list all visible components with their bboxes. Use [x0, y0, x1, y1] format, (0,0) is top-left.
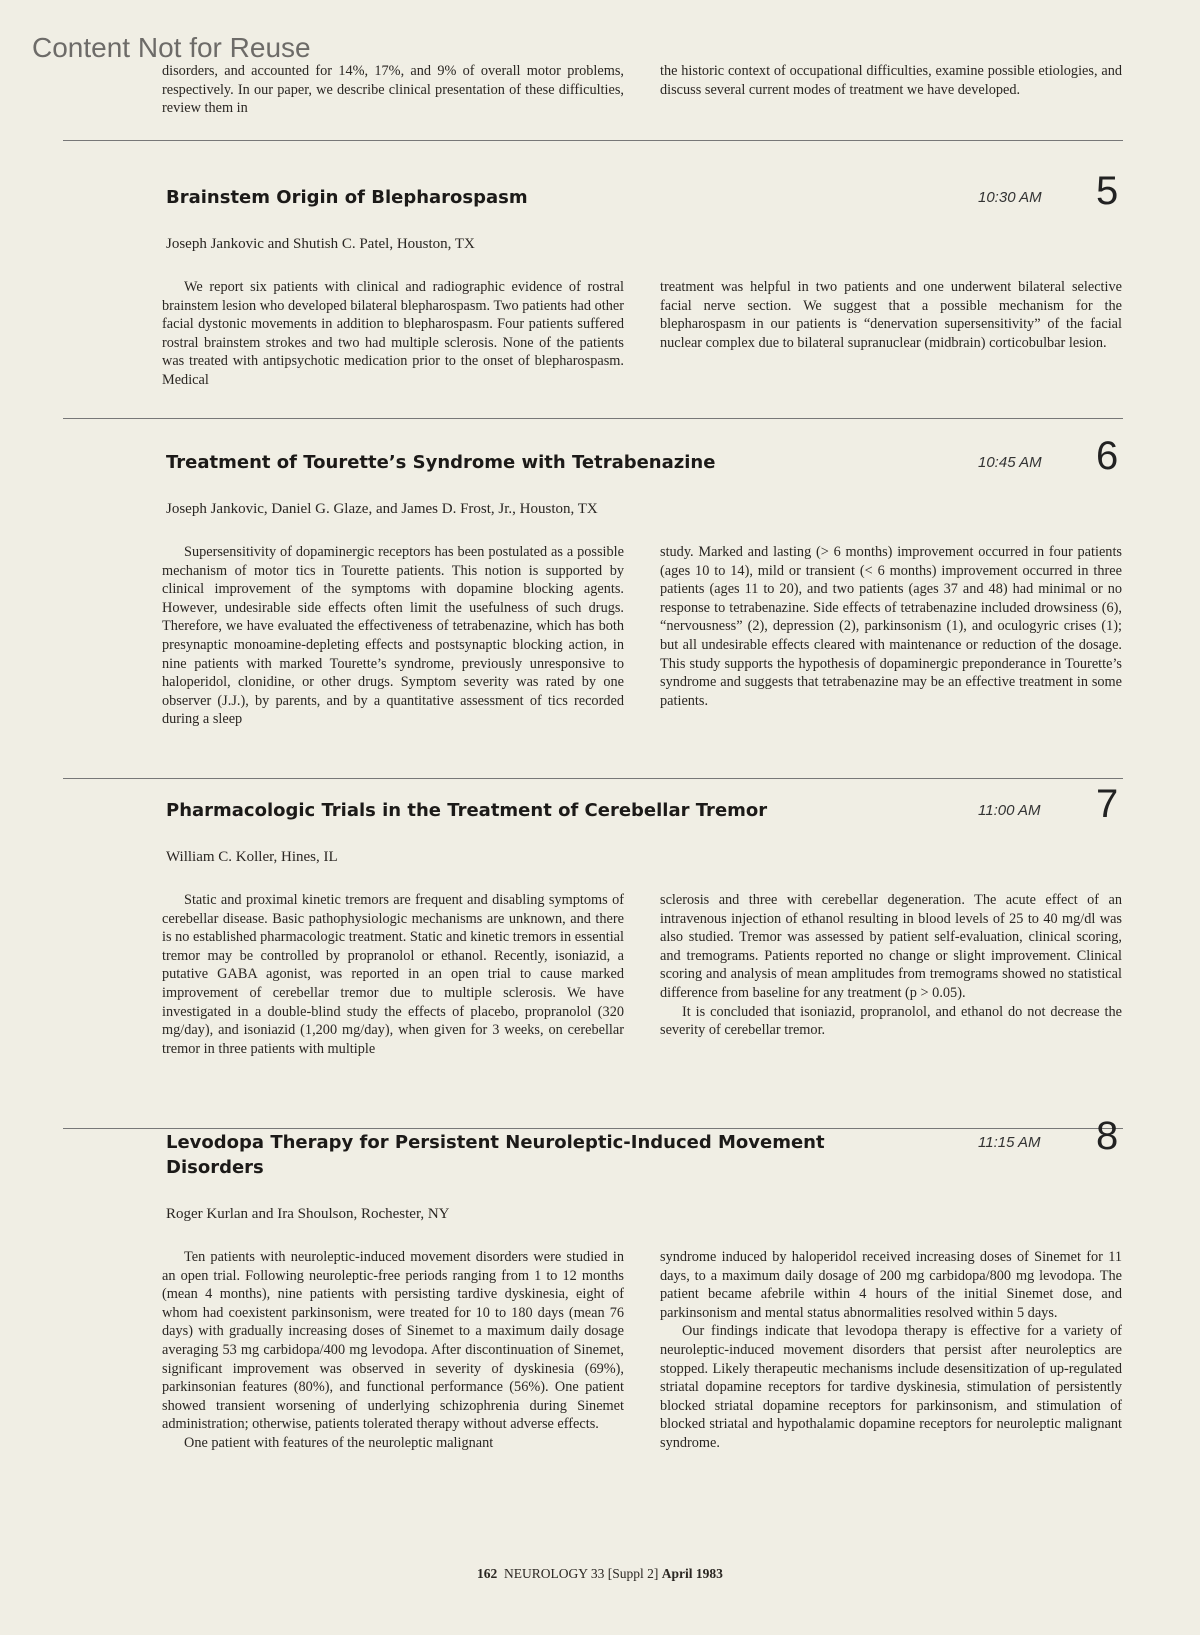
section-divider [63, 778, 1123, 779]
left-column [162, 543, 624, 729]
paragraph: One patient with features of the neuroleptic malignant [184, 1434, 494, 1451]
paragraph: Our findings indicate that levodopa therapy is effective for a variety of neuroleptic-induced movement disorders that persist after neuroleptics are stopped. Likely therapeutic mechanisms include desensitization of up-regulated striatal dopamine receptors for tardive dyskinesia, stimulation of persistently blocked striatal dopamine receptors for parkinsonism, and stimulation of blocked striatal and hypothalamic dopamine receptors for neuroleptic malignant syndrome. [660, 1323, 1122, 1451]
left-column [162, 891, 624, 1058]
abstract-time: 10:45 AM [978, 454, 1042, 471]
watermark: Content Not for Reuse [32, 32, 311, 63]
left-column [162, 278, 624, 390]
abstract-body [162, 891, 1122, 1058]
paragraph: study. Marked and lasting (> 6 months) improvement occurred in four patients (ages 10 to 14), mild or transient (< 6 months) improvement occurred in three patients (ages 11 to 20), and two patients (ages 37 and 48) had minimal or no response to tetrabenazine. Side effects of tetrabenazine included drowsiness (6), “nervousness” (2), depression (2), parkinsonism (1), and oculogyric crises (1); but all undesirable effects cleared with maintenance or reduction of the dosage. This study supports the hypothesis of dopaminergic preponderance in Tourette’s syndrome and suggests that tetrabenazine may be an effective treatment in some patients. [660, 544, 1122, 709]
abstract-title: Pharmacologic Trials in the Treatment of Cerebellar Tremor [166, 800, 768, 821]
intro-continuation [162, 62, 1122, 118]
right-column [660, 1248, 1122, 1453]
abstract-body [162, 1248, 1122, 1453]
right-column [660, 278, 1122, 390]
section-divider [63, 1128, 1123, 1129]
page-number: 162 [477, 1566, 498, 1581]
abstract-number: 5 [1096, 169, 1119, 213]
abstract-time: 10:30 AM [978, 189, 1042, 206]
paragraph: Ten patients with neuroleptic-induced movement disorders were studied in an open trial. Following neuroleptic-free periods ranging from 1 to 12 months (mean 4 months), nine patients with persisting tardive dyskinesia, eight of whom had coexistent parkinsonism, were treated for 10 to 180 days (mean 76 days) with gradually increasing doses of Sinemet to a maximum daily dosage averaging 53 mg carbidopa/400 mg levodopa. After discontinuation of Sinemet, significant improvement was observed in severity of dyskinesia (69%), parkinsonian features (80%), and functional performance (56%). One patient showed transient worsening of underlying schizophrenia during Sinemet administration; otherwise, patients tolerated therapy without adverse effects. [162, 1249, 624, 1433]
abstract-authors: Joseph Jankovic and Shutish C. Patel, Houston, TX [166, 236, 475, 252]
right-column [660, 891, 1122, 1058]
abstract-number: 7 [1096, 782, 1119, 826]
abstract-authors: William C. Koller, Hines, IL [166, 849, 338, 865]
abstract-number: 6 [1096, 434, 1119, 478]
abstract-title: Levodopa Therapy for Persistent Neuroleptic-Induced Movement Disorders [166, 1132, 825, 1178]
left-column [162, 1248, 624, 1453]
section-divider [63, 418, 1123, 419]
abstract-number: 8 [1096, 1114, 1119, 1158]
abstract-time: 11:00 AM [978, 802, 1041, 819]
paragraph: We report six patients with clinical and radiographic evidence of rostral brainstem lesion who developed bilateral blepharospasm. Two patients had other facial dystonic movements in addition to blepharospasm. Four patients suffered rostral brainstem strokes and two had multiple sclerosis. None of the patients was treated with antipsychotic medication prior to the onset of blepharospasm. Medical [162, 279, 624, 388]
paragraph: sclerosis and three with cerebellar degeneration. The acute effect of an intravenous injection of ethanol resulting in blood levels of 25 to 40 mg/dl was also studied. Tremor was assessed by patient self-evaluation, clinical scoring, and tremograms. Patients reported no change or slight improvement. Clinical scoring and analysis of mean amplitudes from tremograms showed no statistical difference from baseline for any treatment (p > 0.05). [660, 892, 1122, 1001]
paragraph: syndrome induced by haloperidol received increasing doses of Sinemet for 11 days, to a maximum daily dosage of 200 mg carbidopa/800 mg levodopa. The patient became afebrile within 4 hours of the initial Sinemet dose, and parkinsonism and mental status abnormalities resolved within 5 days. [660, 1249, 1122, 1321]
abstract-time: 11:15 AM [978, 1134, 1041, 1151]
paragraph: treatment was helpful in two patients and one underwent bilateral selective facial nerve section. We suggest that a possible mechanism for the blepharospasm in our patients is “denervation supersensitivity” of the facial nuclear complex due to bilateral supranuclear (midbrain) corticobulbar lesion. [660, 279, 1122, 351]
issue-date: April 1983 [661, 1566, 723, 1581]
abstract-title: Brainstem Origin of Blepharospasm [166, 187, 528, 208]
right-column [660, 543, 1122, 729]
page-footer [0, 1566, 1200, 1582]
intro-right-text: the historic context of occupational difficulties, examine possible etiologies, and discuss several current modes of treatment we have developed. [660, 63, 1122, 98]
paragraph: It is concluded that isoniazid, propranolol, and ethanol do not decrease the severity of cerebellar tremor. [660, 1003, 1122, 1039]
abstract-authors: Joseph Jankovic, Daniel G. Glaze, and James D. Frost, Jr., Houston, TX [166, 501, 598, 517]
paragraph: Supersensitivity of dopaminergic receptors has been postulated as a possible mechanism of motor tics in Tourette patients. This notion is supported by clinical improvement of the symptoms with dopamine blocking agents. However, undesirable side effects often limit the usefulness of such drugs. Therefore, we have evaluated the effectiveness of tetrabenazine, which has both presynaptic monoamine-depleting effects and postsynaptic blocking action, in nine patients with marked Tourette’s syndrome, previously unresponsive to haloperidol, clonidine, or other drugs. Symptom severity was rated by one observer (J.J.), by parents, and by a quantitative assessment of tics recorded during a sleep [162, 544, 624, 728]
paragraph: Static and proximal kinetic tremors are frequent and disabling symptoms of cerebellar disease. Basic pathophysiologic mechanisms are unknown, and there is no established pharmacologic treatment. Static and kinetic tremors in essential tremor may be controlled by propranolol or ethanol. Recently, isoniazid, a putative GABA agonist, was reported in an open trial to cause marked improvement of cerebellar tremor due to multiple sclerosis. We have investigated in a double-blind study the effects of placebo, propranolol (320 mg/day), and isoniazid (1,200 mg/day), when given for 3 weeks, on cerebellar tremor in three patients with multiple [162, 892, 624, 1057]
section-divider [63, 140, 1123, 141]
abstract-title: Treatment of Tourette’s Syndrome with Tetrabenazine [166, 452, 716, 473]
journal-name: NEUROLOGY 33 [Suppl 2] [504, 1566, 659, 1581]
abstract-authors: Roger Kurlan and Ira Shoulson, Rochester, NY [166, 1206, 450, 1222]
abstract-body [162, 543, 1122, 729]
abstract-body [162, 278, 1122, 390]
intro-left-text: disorders, and accounted for 14%, 17%, and 9% of overall motor problems, respectively. In our paper, we describe clinical presentation of these difficulties, review them in [162, 63, 624, 117]
